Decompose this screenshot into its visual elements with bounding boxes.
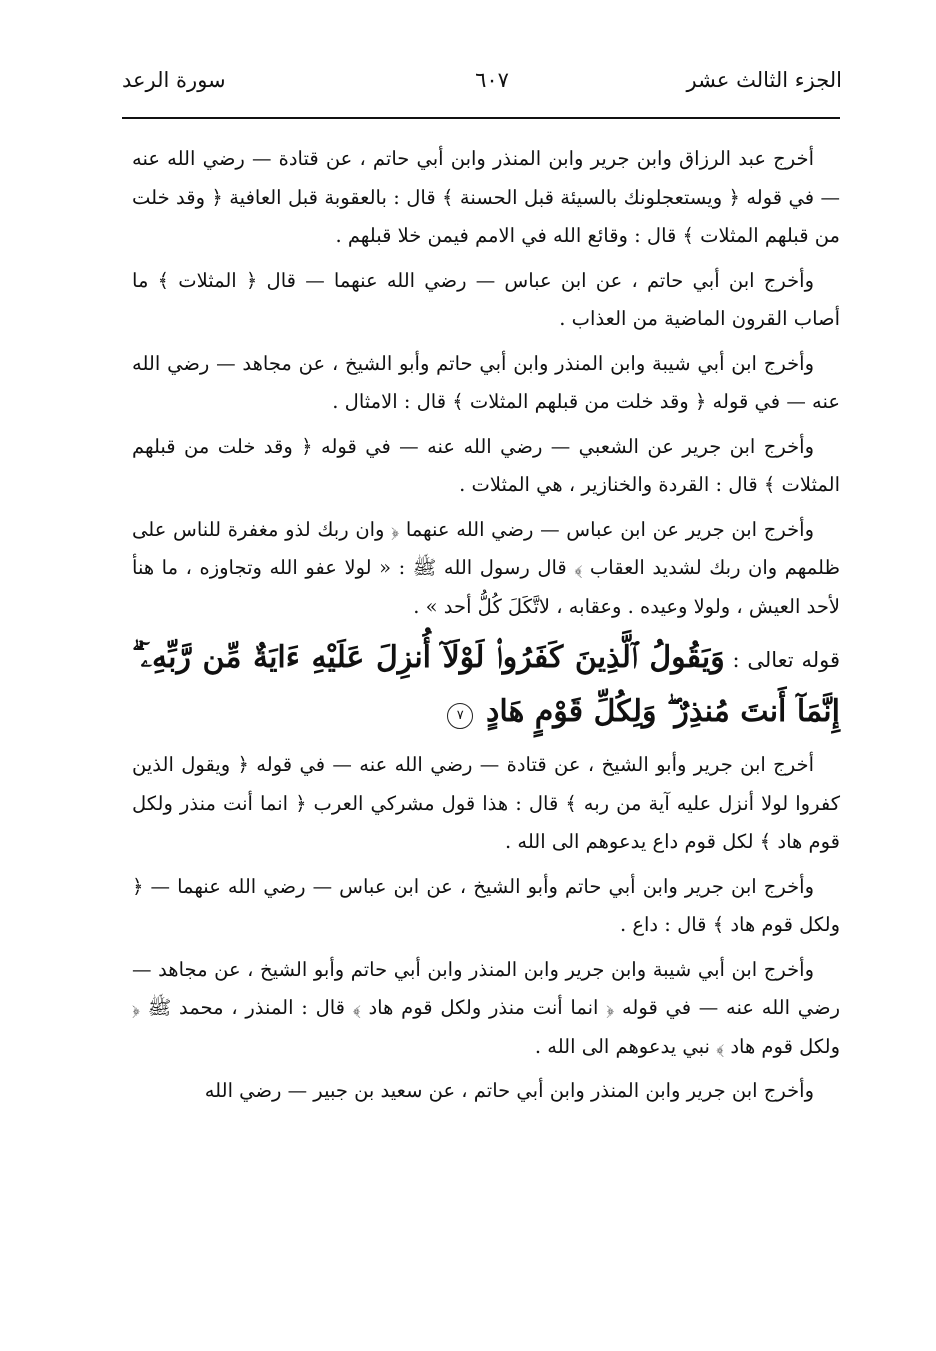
quran-verse-block	[132, 632, 840, 740]
paragraph: وأخرج ابن جرير عن ابن عباس — رضي الله عنهما ﴿ وان ربك لذو مغفرة للناس على ظلمهم وان ربك لشديد العقاب ﴾ قال رسول الله ﷺ : « لولا عفو الله وتجاوزه ، ما هنأ لأحد العيش ، ولولا وعيده . وعقابه ، لاتَّكَلَ كُلُّ أحد » .	[132, 517, 840, 618]
verse-intro: قوله تعالى :	[732, 648, 841, 672]
paragraph: وأخرج ابن جرير عن الشعبي — رضي الله عنه — في قوله ﴿ وقد خلت من قبلهم المثلات ﴾ قال : القردة والخنازير ، هي المثلات .	[132, 434, 840, 496]
page-number: ٦٠٧	[475, 68, 509, 92]
paragraph: وأخرج ابن جرير وابن المنذر وابن أبي حاتم ، عن سعيد بن جبير — رضي الله	[204, 1079, 814, 1102]
paragraph: أخرج عبد الرزاق وابن جرير وابن المنذر وابن أبي حاتم ، عن قتادة — رضي الله عنه — في قوله ﴿ ويستعجلونك بالسيئة قبل الحسنة ﴾ قال : بالعقوبة قبل العافية ﴿ وقد خلت من قبلهم المثلات ﴾ قال : وقائع الله في الامم فيمن خلا قبلهم .	[132, 147, 840, 247]
paragraph: وأخرج ابن أبي حاتم ، عن ابن عباس — رضي الله عنهما — قال ﴿ المثلات ﴾ ما أصاب القرون الماضية من العذاب .	[132, 268, 840, 330]
surah-label: سورة الرعد	[122, 68, 226, 92]
paragraph: وأخرج ابن أبي شيبة وابن جرير وابن المنذر وابن أبي حاتم وأبو الشيخ ، عن مجاهد — رضي الله عنه — في قوله ﴿ انما أنت منذر ولكل قوم هاد ﴾ قال : المنذر ، محمد ﷺ ﴿ ولكل قوم هاد ﴾ نبي يدعوهم الى الله .	[132, 957, 840, 1058]
juz-label: الجزء الثالث عشر	[686, 68, 842, 92]
paragraph: أخرج ابن جرير وأبو الشيخ ، عن قتادة — رضي الله عنه — في قوله ﴿ ويقول الذين كفروا لولا أنزل عليه آية من ربه ﴾ قال : هذا قول مشركي العرب ﴿ انما أنت منذر ولكل قوم هاد ﴾ لكل قوم داع يدعوهم الى الله .	[132, 753, 840, 853]
running-header	[122, 68, 842, 108]
header-rule	[122, 117, 840, 119]
verse-number-marker: ٧	[447, 703, 473, 729]
paragraph: وأخرج ابن أبي شيبة وابن المنذر وابن أبي حاتم وأبو الشيخ ، عن مجاهد — رضي الله عنه — في قوله ﴿ وقد خلت من قبلهم المثلات ﴾ قال : الامثال .	[132, 351, 840, 413]
text-body	[132, 140, 840, 1117]
verse-text: وَيَقُولُ ٱلَّذِينَ كَفَرُوا۟ لَوْلَآ أُنزِلَ عَلَيْهِ ءَايَةٌ مِّن رَّبِّهِۦٓ ۗ إِنَّمَآ أَنتَ مُنذِرٌ ۖ وَلِكُلِّ قَوْمٍ هَادٍ	[132, 640, 840, 729]
paragraph: وأخرج ابن جرير وابن أبي حاتم وأبو الشيخ ، عن ابن عباس — رضي الله عنهما — ﴿ ولكل قوم هاد ﴾ قال : داع .	[132, 874, 840, 936]
